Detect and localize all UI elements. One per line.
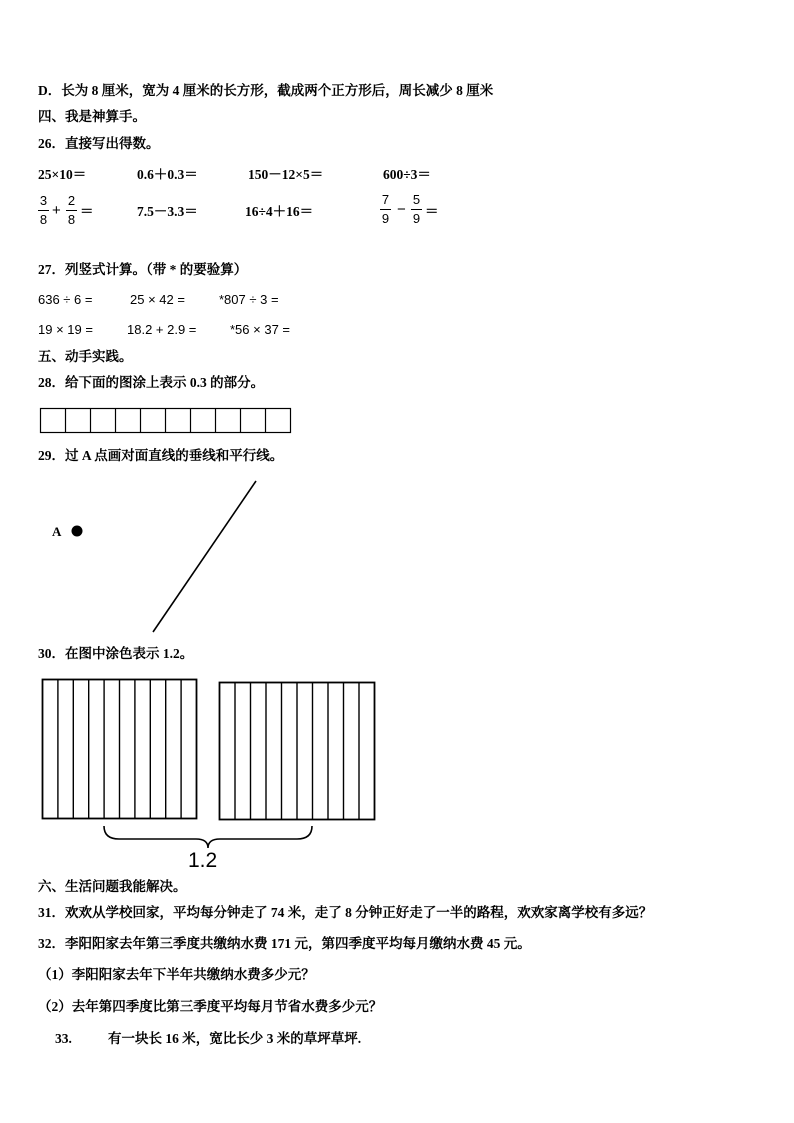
fraction-denominator: 9 — [412, 211, 421, 226]
q27-item-6: *56 × 37 = — [230, 322, 290, 337]
q30-brace-label: 1.2 — [188, 849, 218, 872]
question-32: 32．李阳阳家去年第三季度共缴纳水费 171 元，第四季度平均每月缴纳水费 45 元。 — [38, 936, 531, 951]
q30-rect-left[interactable] — [43, 680, 197, 819]
question-28: 28．给下面的图涂上表示 0.3 的部分。 — [38, 375, 265, 390]
q26-item-3: 150－12×5＝ — [248, 167, 324, 182]
question-29: 29．过 A 点画对面直线的垂线和平行线。 — [38, 448, 284, 463]
question-31: 31．欢欢从学校回家，平均每分钟走了 74 米，走了 8 分钟正好走了一半的路程，欢欢家离学校有多远？ — [38, 905, 653, 920]
question-33-number: 33. — [55, 1031, 72, 1046]
option-d: D．长为 8 厘米，宽为 4 厘米的长方形，截成两个正方形后，周长减少 8 厘米 — [38, 83, 494, 98]
question-33-text: 有一块长 16 米，宽比长少 3 米的草坪草坪. — [108, 1031, 362, 1046]
question-26: 26．直接写出得数。 — [38, 136, 160, 151]
q26-item-1: 25×10＝ — [38, 167, 87, 182]
equals-sign: ＝ — [425, 204, 439, 219]
fraction-numerator: 2 — [67, 193, 76, 208]
section-5-heading: 五、动手实践。 — [38, 349, 133, 364]
plus-sign: + — [52, 202, 61, 219]
q29-slanted-line — [153, 481, 256, 632]
point-a-label: A — [52, 524, 62, 539]
q27-item-4: 19 × 19 = — [38, 322, 93, 337]
point-a-dot — [72, 526, 83, 537]
q26-item-4: 600÷3＝ — [383, 167, 431, 182]
fraction-denominator: 8 — [67, 212, 76, 227]
q26-item-7: 16÷4＋16＝ — [245, 204, 314, 219]
fraction-numerator: 5 — [412, 192, 421, 207]
q27-item-5: 18.2 + 2.9 = — [127, 322, 197, 337]
section-6-heading: 六、生活问题我能解决。 — [38, 879, 187, 894]
question-32-part-1: （1）李阳阳家去年下半年共缴纳水费多少元？ — [38, 967, 315, 982]
minus-sign: − — [397, 201, 406, 218]
fraction-denominator: 8 — [39, 212, 48, 227]
q30-rect-right[interactable] — [220, 683, 375, 820]
q28-ten-cell-strip[interactable] — [41, 409, 291, 433]
fraction-denominator: 9 — [381, 211, 390, 226]
q26-item-2: 0.6＋0.3＝ — [137, 167, 198, 182]
q27-item-1: 636 ÷ 6 = — [38, 292, 93, 307]
question-30: 30．在图中涂色表示 1.2。 — [38, 646, 194, 661]
q30-brace — [104, 826, 312, 848]
q26-item-6: 7.5－3.3＝ — [137, 204, 198, 219]
fraction-numerator: 7 — [381, 192, 390, 207]
q27-item-2: 25 × 42 = — [130, 292, 185, 307]
question-27: 27．列竖式计算。（带 * 的要验算） — [38, 262, 248, 277]
question-32-part-2: （2）去年第四季度比第三季度平均每月节省水费多少元？ — [38, 999, 383, 1014]
equals-sign: ＝ — [80, 204, 94, 219]
fraction-numerator: 3 — [39, 193, 48, 208]
section-4-heading: 四、我是神算手。 — [38, 109, 146, 124]
q27-item-3: *807 ÷ 3 = — [219, 292, 279, 307]
